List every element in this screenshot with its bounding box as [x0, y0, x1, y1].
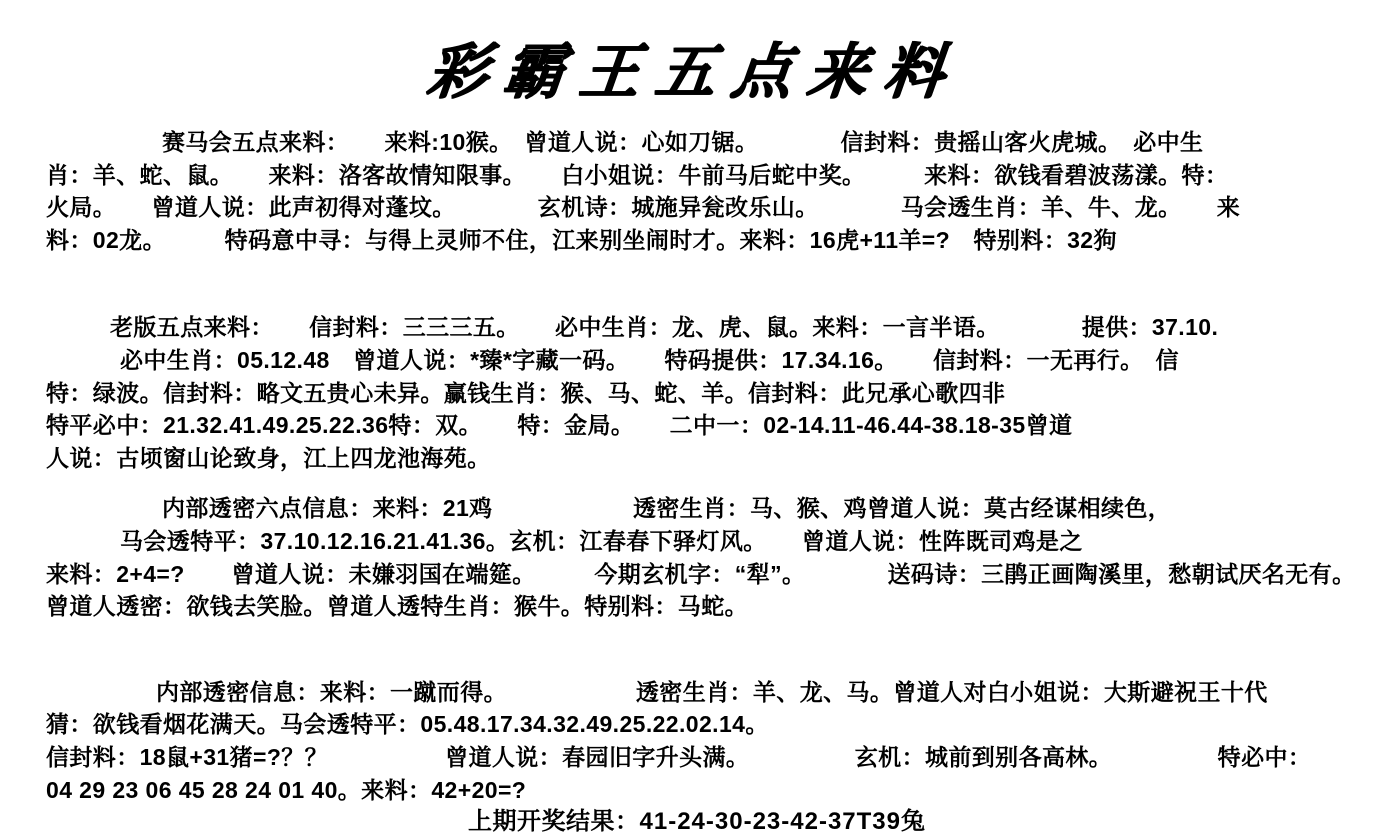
text-line: 内部透密信息：来料：一蹴而得。 透密生肖：羊、龙、马。曾道人对白小姐说：大斯避祝王十代: [156, 678, 1268, 705]
text-line: 04 29 23 06 45 28 24 01 40。来料：42+20=?: [46, 776, 527, 803]
section-laoban-wudian-lailiao: [46, 311, 1348, 474]
sheet-content: [0, 126, 1388, 836]
text-line: 特：绿波。信封料：略文五贵心未异。赢钱生肖：猴、马、蛇、羊。信封料：此兄承心歌四非: [46, 379, 1006, 406]
text-line: 肖：羊、蛇、鼠。 来料：洛客故情知限事。 白小姐说：牛前马后蛇中奖。 来料：欲钱看碧波荡漾。特：: [46, 161, 1229, 188]
text-line: 火局。 曾道人说：此声初得对蓬坟。 玄机诗：城施异瓮改乐山。 马会透生肖：羊、牛、龙。 来: [46, 194, 1241, 221]
text-line: 赛马会五点来料： 来料:10猴。 曾道人说：心如刀锯。 信封料：贵摇山客火虎城。 必中生: [162, 129, 1204, 155]
section-neibu-toumi-xinxi: [46, 676, 1348, 806]
result-label: 上期开奖结果：: [468, 808, 640, 836]
text-line: 特平必中：21.32.41.49.25.22.36特：双。 特：金局。 二中一：02-14.11-46.44-38.18-35曾道: [46, 412, 1073, 439]
text-line: 曾道人透密：欲钱去笑脸。曾道人透特生肖：猴牛。特别料：马蛇。: [46, 593, 748, 620]
page-title: 彩霸王五点来料: [423, 37, 963, 107]
text-line: 必中生肖：05.12.48 曾道人说：*臻*字藏一码。 特码提供：17.34.16。 信封料：一无再行。 信: [120, 346, 1179, 373]
previous-draw-result: [46, 806, 1348, 836]
text-line: 内部透密六点信息：来料：21鸡 透密生肖：马、猴、鸡曾道人说：莫古经谋相续色，: [162, 495, 1172, 522]
section-neibu-toumi-liudian-xinxi: [46, 492, 1356, 622]
text-line: 人说：古顷窗山论致身，江上四龙池海苑。: [46, 444, 491, 471]
text-line: 老版五点来料： 信封料：三三三五。 必中生肖：龙、虎、鼠。来料：一言半语。 提供：37.10.: [110, 314, 1219, 341]
result-numbers: 41-24-30-23-42-37T39兔: [639, 808, 926, 836]
text-line: 信封料：18鼠+31猪=?？？ 曾道人说：春园旧字升头满。 玄机：城前到别各高林。 特必中：: [46, 743, 1312, 770]
text-line: 料：02龙。 特码意中寻：与得上灵师不住，江来别坐闹时才。来料：16虎+11羊=? 特别料：32狗: [46, 226, 1117, 253]
section-saimahui-wudian-lailiao: [46, 126, 1348, 256]
text-line: 来料：2+4=? 曾道人说：未嫌羽国在端筵。 今期玄机字：“犁”。 送码诗：三鹃正画陶溪里，愁朝试厌名无有。: [46, 560, 1356, 587]
text-line: 马会透特平：37.10.12.16.21.41.36。玄机：江春春下驿灯风。 曾道人说：性阵既司鸡是之: [120, 527, 1083, 554]
text-line: 猜：欲钱看烟花满天。马会透特平：05.48.17.34.32.49.25.22.02.14。: [46, 711, 769, 738]
